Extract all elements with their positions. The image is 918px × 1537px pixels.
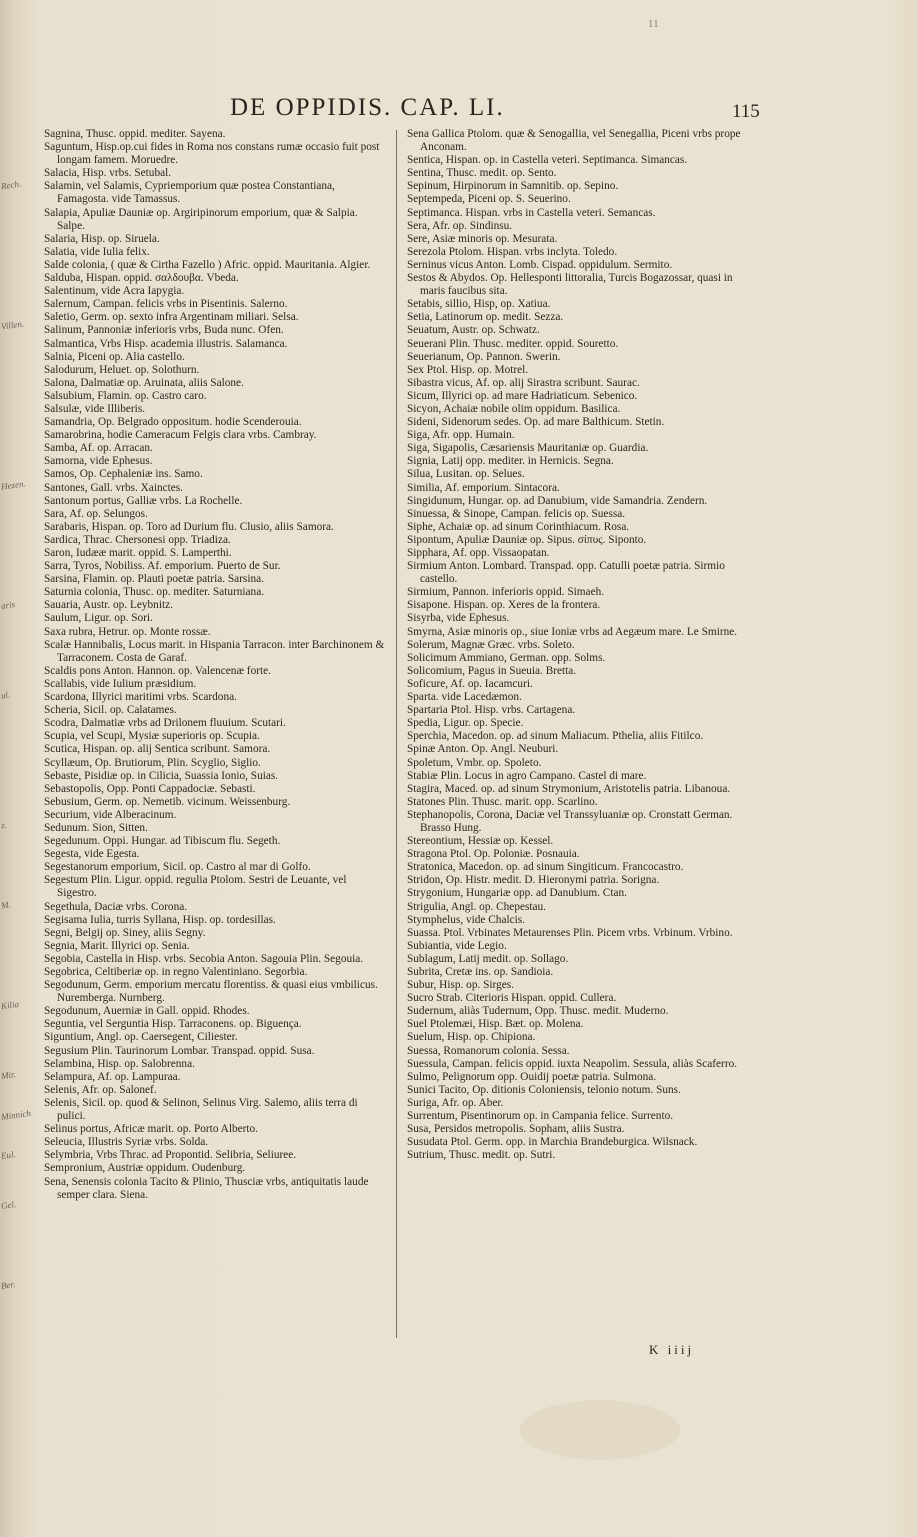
entry: Salona, Dalmatiæ op. Aruinata, aliis Salone. <box>44 376 244 389</box>
entry: Securium, vide Alberacinum. <box>44 808 177 821</box>
entry: Sepinum, Hirpinorum in Samnitib. op. Sepino. <box>407 180 619 193</box>
entry: Saron, Iudææ marit. oppid. S. Lamperthi. <box>44 547 232 559</box>
entry: Stabiæ Plin. Locus in agro Campano. Castel di mare. <box>407 769 647 782</box>
entry: Susa, Persidos metropolis. Sopham, aliis Sustra. <box>407 1123 625 1136</box>
entry: Seuerianum, Op. Pannon. Swerin. <box>407 350 561 363</box>
entry: Sempronium, Austriæ oppidum. Oudenburg. <box>44 1162 246 1175</box>
entry: Scodra, Dalmatiæ vrbs ad Drilonem fluuium. Scutari. <box>44 717 286 730</box>
entry: Seleucia, Illustris Syriæ vrbs. Solda. <box>44 1136 209 1149</box>
entry: Salodurum, Heluet. op. Solothurn. <box>44 363 200 376</box>
entry: Serninus vicus Anton. Lomb. Cispad. oppidulum. Sermito. <box>407 258 673 271</box>
entry: Segnia, Marit. Illyrici op. Senia. <box>44 939 190 952</box>
margin-note: Gel. <box>0 1198 17 1212</box>
entry: Sebastopolis, Opp. Ponti Cappadociæ. Sebasti. <box>44 782 256 795</box>
entry: Selenis, Afr. op. Salonef. <box>44 1083 157 1096</box>
entry: Surrentum, Pisentinorum op. in Campania felice. Surrento. <box>407 1110 674 1123</box>
entry: Spedia, Ligur. op. Specie. <box>407 717 524 730</box>
entry: Strygonium, Hungariæ opp. ad Danubium. Ctan. <box>407 887 627 900</box>
entry: Samarobrina, hodie Cameracum Felgis clara vrbs. Cambray. <box>44 429 317 442</box>
entry: Saturnia colonia, Thusc. op. mediter. Saturniana. <box>44 586 265 599</box>
entry: Sebaste, Pisidiæ op. in Cilicia, Suassia Ionio, Suias. <box>44 769 279 782</box>
entry: Segesta, vide Egesta. <box>44 848 140 861</box>
entry: Suessula, Campan. felicis oppid. iuxta Neapolim. Sessula, aliàs Scaferro. <box>407 1057 738 1070</box>
entry: Sparta. vide Lacedæmon. <box>407 691 522 704</box>
entry: Similia, Af. emporium. Sintacora. <box>407 481 560 494</box>
entry: Susudata Ptol. Germ. opp. in Marchia Brandeburgica. Wilsnack. <box>407 1136 698 1149</box>
entry: Sardica, Thrac. Chersonesi opp. Triadiza. <box>44 533 231 546</box>
entry: Salentinum, vide Acra Iapygia. <box>44 285 185 298</box>
entry: Stymphelus, vide Chalcis. <box>407 913 525 926</box>
entry: Solerum, Magnæ Græc. vrbs. Soleto. <box>407 638 575 651</box>
entry: Subur, Hisp. op. Sirges. <box>407 979 514 992</box>
entry: Siga, Afr. opp. Humain. <box>407 429 515 442</box>
margin-note: Ber. <box>0 1279 16 1291</box>
entry: Sestos & Abydos. Op. Hellesponti littoralia, Turcis Bogazossar, quasi in maris faucibus sita. <box>407 272 733 298</box>
entry: Scyllæum, Op. Brutiorum, Plin. Scyglio, Siglio. <box>44 756 261 769</box>
entry: Samandria, Op. Belgrado oppositum. hodie Scenderouia. <box>44 416 302 429</box>
entry: Signia, Latij opp. mediter. in Hernicis. Segna. <box>407 455 614 468</box>
margin-note: Mir. <box>0 1069 17 1081</box>
entry: Sinuessa, & Sinope, Campan. felicis op. Suessa. <box>407 507 626 520</box>
margin-note: Hezen. <box>0 478 27 492</box>
entry: Salduba, Hispan. oppid. σαλδουβα. Vbeda. <box>44 272 239 285</box>
signature-mark: K iiij <box>649 1342 695 1357</box>
entry: Stagira, Maced. op. ad sinum Strymonium, Aristotelis patria. Libanoua. <box>407 782 731 795</box>
entry: Stereontium, Hessiæ op. Kessel. <box>407 835 554 848</box>
entry: Sperchia, Macedon. op. ad sinum Maliacum. Pthelia, aliis Fitilco. <box>407 730 704 743</box>
entry: Sedunum. Sion, Sitten. <box>44 821 148 834</box>
entry: Segusium Plin. Taurinorum Lombar. Transpad. oppid. Susa. <box>44 1044 315 1057</box>
right-column <box>407 128 759 1162</box>
entry: Strigulia, Angl. op. Chepestau. <box>407 900 547 913</box>
margin-note: Eul. <box>0 1149 17 1161</box>
entry: Salde colonia, ( quæ & Cirtha Fazello ) Afric. oppid. Mauritania. Algier. <box>44 258 371 271</box>
entry: Salamin, vel Salamis, Cypriemporium quæ postea Constantiana, Famagosta. vide Tamassus. <box>44 180 335 206</box>
entry: Sarra, Tyros, Nobiliss. Af. emporium. Puerto de Sur. <box>44 560 281 573</box>
entry: Sara, Af. op. Selungos. <box>44 507 148 520</box>
entry: Sena, Senensis colonia Tacito & Plinio, Thusciæ vrbs, antiquitatis laude semper clara. Siena. <box>44 1175 369 1201</box>
entry: Smyrna, Asiæ minoris op., siue Ioniæ vrbs ad Aegæum mare. Le Smirne. <box>407 625 738 638</box>
entry: Selenis, Sicil. op. quod & Selinon, Selinus Virg. Salemo, aliis terra di pulici. <box>44 1096 358 1123</box>
entry: Suriga, Afr. op. Aber. <box>407 1096 504 1109</box>
entry: Samos, Op. Cephaleniæ ins. Samo. <box>44 468 203 481</box>
entry: Scardona, Illyrici maritimi vrbs. Scardona. <box>44 691 237 704</box>
margin-note: Minnich <box>0 1107 32 1123</box>
entry: Salsulæ, vide Illiberis. <box>44 402 146 415</box>
entry: Scaldis pons Anton. Hannon. op. Valencenæ forte. <box>44 664 271 677</box>
entry: Spinæ Anton. Op. Angl. Neuburi. <box>407 743 559 756</box>
entry: Solicimum Ammiano, German. opp. Solms. <box>407 651 606 664</box>
margin-note: Kilia <box>0 998 20 1012</box>
entry: Segobia, Castella in Hisp. vrbs. Secobia Anton. Sagouia Plin. Segouia. <box>44 952 364 965</box>
entry: Seuatum, Austr. op. Schwatz. <box>407 324 540 337</box>
entry: Sirmium, Pannon. inferioris oppid. Simaeh. <box>407 586 605 599</box>
entry: Scalæ Hannibalis, Locus marit. in Hispania Tarracon. inter Barchinonem & Tarraconem. Costa de Garaf. <box>44 638 385 664</box>
entry: Selambina, Hisp. op. Salobrenna. <box>44 1057 195 1070</box>
entry: Sipontum, Apuliæ Dauniæ op. Sipus. σίπυς. Siponto. <box>407 533 647 546</box>
entry: Stragona Ptol. Op. Poloniæ. Posnauia. <box>407 848 580 861</box>
entry: Subiantia, vide Legio. <box>407 939 507 952</box>
margin-note: Villen. <box>0 318 25 332</box>
entry: Sera, Afr. op. Sindinsu. <box>407 219 513 232</box>
entry: Selinus portus, Africæ marit. op. Porto Alberto. <box>44 1123 259 1136</box>
entry: Scheria, Sicil. op. Calatames. <box>44 704 177 717</box>
entry: Siphe, Achaiæ op. ad sinum Corinthiacum. Rosa. <box>407 520 630 533</box>
entry: Silua, Lusitan. op. Selues. <box>407 468 525 481</box>
entry: Samba, Af. op. Arracan. <box>44 442 153 455</box>
column-divider <box>396 130 397 1338</box>
entry: Sarabaris, Hispan. op. Toro ad Durium flu. Clusio, aliis Samora. <box>44 520 334 533</box>
entry: Salaria, Hisp. op. Siruela. <box>44 232 160 245</box>
entry: Suassa. Ptol. Vrbinates Metaurenses Plin. Picem vrbs. Vrbinum. Vrbino. <box>407 926 733 939</box>
entry: Saxa rubra, Hetrur. op. Monte rossæ. <box>44 625 211 638</box>
entry: Saletio, Germ. op. sexto infra Argentinam miliari. Selsa. <box>44 311 299 324</box>
entry: Sicyon, Achaiæ nobile olim oppidum. Basilica. <box>407 402 621 415</box>
entry: Scupia, vel Scupi, Mysiæ superioris op. Scupia. <box>44 730 260 743</box>
entry: Siguntium, Angl. op. Caersegent, Ciliester. <box>44 1031 238 1044</box>
entry: Samorna, vide Ephesus. <box>44 455 153 468</box>
entry: Salsubium, Flamin. op. Castro caro. <box>44 389 207 402</box>
entry: Suelum, Hisp. op. Chipiona. <box>407 1031 536 1044</box>
entry: Sagnina, Thusc. oppid. mediter. Sayena. <box>44 128 226 140</box>
entry: Sublagum, Latij medit. op. Sollago. <box>407 952 569 965</box>
entry: Segodunum, Germ. emporium mercatu florentiss. & quasi eius vmbilicus. Nuremberga. Nurnberg. <box>44 979 378 1005</box>
entry: Solicomium, Pagus in Sueuia. Bretta. <box>407 664 577 677</box>
entry: Sarsina, Flamin. op. Plauti poetæ patria. Sarsina. <box>44 573 264 586</box>
entry: Statones Plin. Thusc. marit. opp. Scarlino. <box>407 795 598 808</box>
entry: Sirmium Anton. Lombard. Transpad. opp. Catulli poetæ patria. Sirmio castello. <box>407 560 725 586</box>
entry: Subrita, Cretæ ins. op. Sandioia. <box>407 966 554 978</box>
entry: Sebusium, Germ. op. Nemetib. vicinum. Weissenburg. <box>44 795 291 808</box>
entry: Selampura, Af. op. Lampuraa. <box>44 1070 181 1083</box>
entry: Salatia, vide Iulia felix. <box>44 245 150 258</box>
entry: Sex Ptol. Hisp. op. Motrel. <box>407 363 529 376</box>
entry: Setabis, sillio, Hisp, op. Xatiua. <box>407 298 551 311</box>
margin-note: M. <box>0 899 12 911</box>
entry: Segedunum. Oppi. Hungar. ad Tibiscum flu. Segeth. <box>44 835 281 848</box>
entry: Segethula, Daciæ vrbs. Corona. <box>44 900 188 913</box>
entry: Sutrium, Thusc. medit. op. Sutri. <box>407 1149 556 1162</box>
entry: Singidunum, Hungar. op. ad Danubium, vide Samandria. Zendern. <box>407 494 708 507</box>
entry: Salapia, Apuliæ Dauniæ op. Argiripinorum emporium, quæ & Salpia. Salpe. <box>44 206 358 232</box>
left-gutter-notes <box>0 0 32 1537</box>
entry: Salacia, Hisp. vrbs. Setubal. <box>44 167 172 180</box>
page-title: DE OPPIDIS. CAP. LI. <box>230 94 505 121</box>
entry: Sucro Strab. Citerioris Hispan. oppid. Cullera. <box>407 992 617 1005</box>
entry: Septempeda, Piceni op. S. Seuerino. <box>407 193 571 206</box>
entry: Septimanca. Hispan. vrbs in Castella veteri. Semancas. <box>407 206 656 219</box>
entry: Sunici Tacito, Op. ditionis Coloniensis, telonio notum. Suns. <box>407 1083 681 1096</box>
margin-note: Rech. <box>0 178 22 192</box>
entry: Stephanopolis, Corona, Daciæ vel Transsyluaniæ op. Cronstatt German. Brasso Hung. <box>407 808 733 834</box>
entry: Scutica, Hispan. op. alij Sentica scribunt. Samora. <box>44 743 271 756</box>
entry: Segni, Belgij op. Siney, aliis Segny. <box>44 926 206 939</box>
entry: Segodunum, Auerniæ in Gall. oppid. Rhodes. <box>44 1005 250 1018</box>
entry: Stridon, Op. Histr. medit. D. Hieronymi patria. Sorigna. <box>407 874 660 887</box>
entry: Sicum, Illyrici op. ad mare Hadriaticum. Sebenico. <box>407 389 638 402</box>
entry: Sudernum, aliàs Tudernum, Opp. Thusc. medit. Muderno. <box>407 1005 669 1018</box>
margin-note: z. <box>0 819 8 831</box>
entry: Selymbria, Vrbs Thrac. ad Propontid. Selibria, Seliuree. <box>44 1149 297 1162</box>
entry: Sulmo, Pelignorum opp. Ouidij poetæ patria. Sulmona. <box>407 1070 657 1083</box>
entry: Suessa, Romanorum colonia. Sessa. <box>407 1044 570 1057</box>
entry: Soficure, Af. op. Iacamcuri. <box>407 677 533 690</box>
entry: Segisama Iulia, turris Syllana, Hisp. op. tordesillas. <box>44 913 276 926</box>
entry: Saulum, Ligur. op. Sori. <box>44 612 153 625</box>
entry: Serezola Ptolom. Hispan. vrbs inclyta. Toledo. <box>407 245 618 258</box>
entry: Scallabis, vide Iulium præsidium. <box>44 677 197 690</box>
entry: Sentina, Thusc. medit. op. Sento. <box>407 167 557 180</box>
top-mark: 11 <box>648 18 659 30</box>
entry: Santones, Gall. vrbs. Xainctes. <box>44 481 183 494</box>
left-column <box>44 128 386 1202</box>
entry: Spartaria Ptol. Hisp. vrbs. Cartagena. <box>407 704 576 717</box>
entry: Sentica, Hispan. op. in Castella veteri. Septimanca. Simancas. <box>407 154 688 167</box>
entry: Sideni, Sidenorum sedes. Op. ad mare Balthicum. Stetin. <box>407 416 665 429</box>
entry: Segobrica, Celtiberiæ op. in regno Valentiniano. Segorbia. <box>44 966 308 978</box>
entry: Stratonica, Macedon. op. ad sinum Singiticum. Francocastro. <box>407 861 684 874</box>
page-number: 115 <box>732 101 760 122</box>
margin-note: aris <box>0 599 16 611</box>
entry: Seguntia, vel Serguntia Hisp. Tarraconens. op. Biguença. <box>44 1018 302 1031</box>
entry: Santonum portus, Galliæ vrbs. La Rochelle. <box>44 494 243 507</box>
entry: Salmantica, Vrbs Hisp. academia illustris. Salamanca. <box>44 337 288 350</box>
entry: Sere, Asiæ minoris op. Mesurata. <box>407 232 558 245</box>
entry: Siga, Sigapolis, Cæsariensis Mauritaniæ op. Guardia. <box>407 442 649 455</box>
paper-stain <box>520 1400 680 1460</box>
entry: Suel Ptolemæi, Hisp. Bæt. op. Molena. <box>407 1018 584 1031</box>
entry: Sisapone. Hispan. op. Xeres de la frontera. <box>407 599 601 612</box>
entry: Sibastra vicus, Af. op. alij Sirastra scribunt. Saurac. <box>407 376 640 389</box>
entry: Sisyrba, vide Ephesus. <box>407 612 510 625</box>
entry: Sauaria, Austr. op. Leybnitz. <box>44 599 173 612</box>
entry: Salinum, Pannoniæ inferioris vrbs, Buda nunc. Ofen. <box>44 324 284 337</box>
entry: Sena Gallica Ptolom. quæ & Senogallia, vel Senegallia, Piceni vrbs prope Anconam. <box>407 128 741 154</box>
entry: Saguntum, Hisp.op.cui fides in Roma nos constans rumæ occasio fuit post longam famem. Moruedre. <box>44 141 380 167</box>
entry: Salnia, Piceni op. Alia castello. <box>44 350 185 363</box>
entry: Segestanorum emporium, Sicil. op. Castro al mar di Golfo. <box>44 861 311 874</box>
entry: Salernum, Campan. felicis vrbs in Pisentinis. Salerno. <box>44 298 288 311</box>
entry: Sipphara, Af. opp. Vissaopatan. <box>407 547 550 559</box>
entry: Seuerani Plin. Thusc. mediter. oppid. Souretto. <box>407 337 619 350</box>
entry: Segestum Plin. Ligur. oppid. regulia Ptolom. Sestri de Leuante, vel Sigestro. <box>44 874 347 900</box>
entry: Spoletum, Vmbr. op. Spoleto. <box>407 756 542 769</box>
margin-note: ul. <box>0 689 11 701</box>
entry: Setia, Latinorum op. medit. Sezza. <box>407 311 564 324</box>
